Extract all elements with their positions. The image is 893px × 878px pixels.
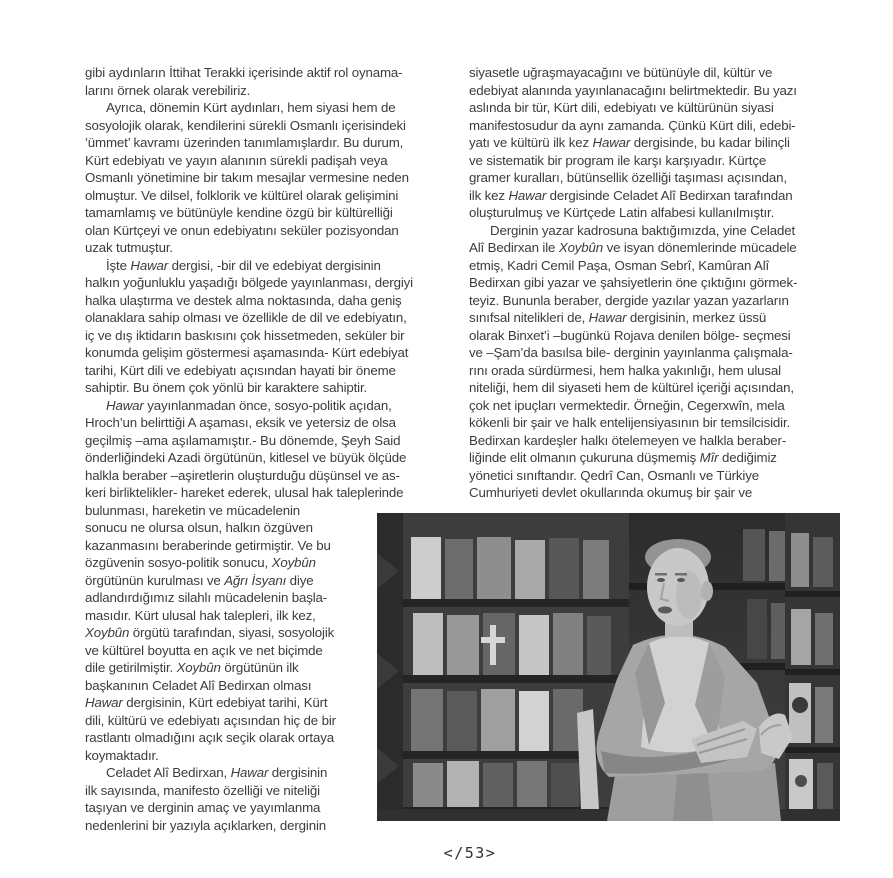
text-line: rını orada sürdürmesi, hem halka yakınlığı, hem ulusal xyxy=(469,362,781,378)
photo-man-in-bookstore xyxy=(377,513,840,821)
text-line: larını örnek olarak verebiliriz. xyxy=(85,82,251,98)
page-number: </53> xyxy=(443,844,497,862)
text-line: tarihi, Kürt dili ve edebiyatı açısından hayati bir öneme xyxy=(85,362,396,378)
text-line: dili, kültürü ve edebiyatı açısından hiç de bir xyxy=(85,712,336,728)
text-line: keri birliktelikler- hareket ederek, ulusal hak taleplerinde xyxy=(85,485,404,500)
text-line: kazanmasını beraberinde getirmiştir. Ve bu xyxy=(85,537,331,553)
text-line: tamamlamış ve bütünüyle kendine özgü bir kültürelliği xyxy=(85,205,393,220)
text-line: adlandırdığımız silahlı mücadelenin başla- xyxy=(85,590,328,605)
text-line: Celadet Alî Bedirxan, Hawar dergisinin xyxy=(106,765,328,780)
text-line: Cumhuriyeti devlet okullarında okumuş bir şair ve xyxy=(469,485,753,500)
text-line: özgüvenin sosyo-politik sonucu, Xoybûn xyxy=(85,555,316,570)
text-line: Hawar dergisinin, Kürt edebiyat tarihi, Kürt xyxy=(85,695,328,710)
text-line: uzak tutmuştur. xyxy=(85,240,173,255)
text-line: İşte Hawar dergisi, -bir dil ve edebiyat dergisinin xyxy=(106,257,381,273)
text-line: olan Kürtçeyi ve onun edebiyatını seküler pozisyondan xyxy=(85,222,399,238)
photo-illustration xyxy=(377,513,840,821)
text-line: oluşturulmuş ve Kürtçede Latin alfabesi kullanılmıştır. xyxy=(469,205,775,220)
text-line: sınıfsal nitelikleri de, Hawar dergisinin, merkez üssü xyxy=(469,310,767,325)
text-line: niteliği, hem dil siyaseti hem de kültürel içeriği açısından, xyxy=(469,380,794,395)
text-line: liğinde elit olmanın çukuruna düşmemiş Mîr dediğimiz xyxy=(469,450,777,465)
text-line: Kürt edebiyatı ve yayın alanının sürekli padişah veya xyxy=(85,152,388,168)
text-line: geçilmiş –ama aşılamamıştır.- Bu dönemde, Şeyh Said xyxy=(85,432,401,448)
text-line: Bedirxan kardeşler halkı ötelemeyen ve halkla beraber- xyxy=(469,432,787,448)
text-line: halka ulaştırma ve destek alma noktasında, daha geniş xyxy=(85,292,402,308)
text-line: halkla beraber –aşiretlerin oluşturduğu düşünsel ve as- xyxy=(85,467,400,483)
text-line: nedenlerini bir yazıyla açıklarken, derginin xyxy=(85,817,327,833)
text-line: Ayrıca, dönemin Kürt aydınları, hem siyasi hem de xyxy=(106,100,396,115)
text-line: yönetici sınıftandır. Qedrî Can, Osmanlı ve Türkiye xyxy=(469,467,759,483)
text-line: olmuştur. Ve dilsel, folklorik ve kültürel olarak gelişimini xyxy=(85,187,399,203)
text-line: siyasetle uğraşmayacağını ve bütünüyle dil, kültür ve xyxy=(469,65,773,80)
text-line: gramer kuralları, bütünsellik özelliği taşıması açısından, xyxy=(469,170,787,185)
text-line: dile getirilmiştir. Xoybûn örgütünün ilk xyxy=(85,660,299,675)
text-line: koymaktadır. xyxy=(85,747,159,763)
text-line: bulunması, hareketin ve mücadelenin xyxy=(85,502,301,518)
text-line: ve –Şam’da basılsa bile- derginin yayınlanma çalışmala- xyxy=(469,345,793,360)
text-line: halkın yoğunluklu yaşadığı bölgede yayınlanması, dergiyi xyxy=(85,275,413,290)
text-line: ’ümmet’ kavramı üzerinden tanımlamışlardır. Bu durum, xyxy=(85,135,404,150)
text-line: ilk kez Hawar dergisinde Celadet Alî Bedirxan tarafından xyxy=(469,187,793,203)
text-line: çok net ipuçları vermektedir. Örneğin, Cegerxwîn, mela xyxy=(469,397,785,413)
text-line: sosyolojik olarak, kendilerini sürekli Osmanlı içerisindeki xyxy=(85,117,406,133)
text-line: Derginin yazar kadrosuna baktığımızda, yine Celadet xyxy=(490,222,795,238)
text-line: rastlantı olmadığını açık seçik olarak ortaya xyxy=(85,730,334,745)
text-line: olanaklara sahip olması ve özellikle de dil ve edebiyatın, xyxy=(85,310,407,325)
text-line: manifestosudur da aynı zamanda. Çünkü Kürt dili, edebi- xyxy=(469,117,796,133)
text-line: Hroch’un belirttiği A aşaması, eksik ve yetersiz de olsa xyxy=(85,415,396,430)
text-line: kökenli bir şair ve halk entelijensiyasının bir temsilcisidir. xyxy=(469,415,791,430)
text-line: Osmanlı yönetimine bir takım mesajlar vermesine neden xyxy=(85,170,409,185)
text-line: edebiyat alanında yayınlanacağını belirtmektedir. Bu yazı xyxy=(469,82,797,98)
text-line: ve kültürel boyutta en açık ve net biçimde xyxy=(85,642,323,658)
right-text-column xyxy=(469,64,849,502)
text-line: olarak Binxet’i –bugünkü Rojava denilen bölge- seçmesi xyxy=(469,327,791,343)
text-line: Bedirxan gibi yazar ve şahsiyetlerin öne çıktığını görmek- xyxy=(469,275,798,290)
text-line: aslında bir tür, Kürt dili, edebiyatı ve kültürünün siyasi xyxy=(469,100,774,115)
text-line: ilk sayısında, manifesto özelliği ve niteliği xyxy=(85,782,320,798)
text-line: Xoybûn örgütü tarafından, siyasi, sosyolojik xyxy=(85,625,335,640)
text-line: iç ve dış iktidarın baskısını çok hissetmeden, seküler bir xyxy=(85,327,405,343)
text-line: taşıyan ve derginin amaç ve yayımlanma xyxy=(85,800,321,815)
text-line: sahiptir. Bu önem çok yönlü bir karaktere sahiptir. xyxy=(85,380,368,395)
text-line: Alî Bedirxan ile Xoybûn ve isyan dönemlerinde mücadele xyxy=(469,240,797,255)
text-line: konumda gelişim göstermesi aşamasında- Kürt edebiyat xyxy=(85,345,409,360)
text-line: Hawar yayınlanmadan önce, sosyo-politik açıdan, xyxy=(106,397,392,413)
text-line: önderliğindeki Azadi örgütünün, kitlesel ve büyük ölçüde xyxy=(85,450,407,465)
text-line: örgütünün kurulması ve Ağrı İsyanı diye xyxy=(85,572,314,588)
text-line: başkanının Celadet Alî Bedirxan olması xyxy=(85,677,312,693)
text-line: teyiz. Bununla beraber, dergide yazılar yazan yazarların xyxy=(469,292,789,308)
text-line: masıdır. Kürt ulusal hak talepleri, ilk kez, xyxy=(85,607,316,623)
text-line: ve sistematik bir program ile karşı karşıyadır. Kürtçe xyxy=(469,152,767,168)
text-line: yatı ve kültürü ilk kez Hawar dergisinde, bu kadar bilinçli xyxy=(469,135,790,150)
text-line: gibi aydınların İttihat Terakki içerisinde aktif rol oynama- xyxy=(85,65,403,80)
text-line: etmiş, Kadri Cemil Paşa, Osman Sebrî, Kamûran Alî xyxy=(469,257,770,273)
text-line: sonucu ne olursa olsun, halkın özgüven xyxy=(85,520,313,535)
